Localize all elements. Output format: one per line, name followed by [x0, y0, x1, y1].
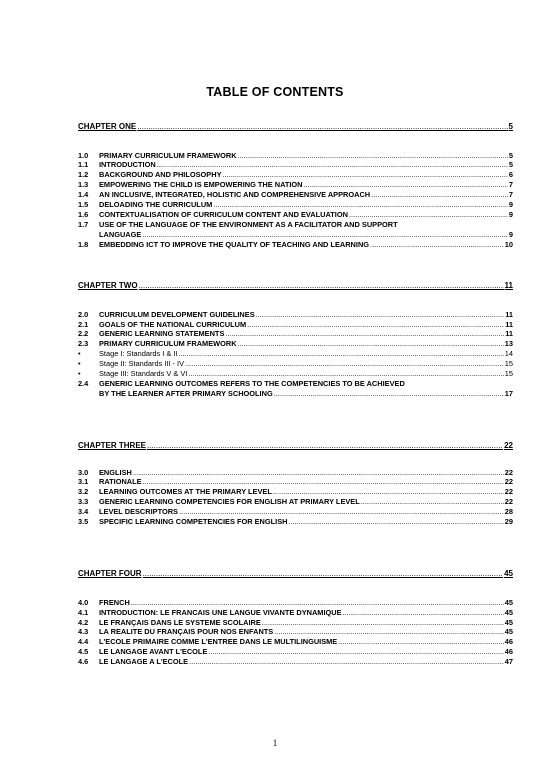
toc-entry-page: 13 [504, 339, 513, 348]
toc-entry-page: 9 [508, 200, 513, 209]
toc-entry-number: 3.3 [78, 497, 89, 506]
toc-entry-number: 1.1 [78, 160, 89, 169]
toc-entry-page: 45 [504, 618, 513, 627]
toc-entry [78, 320, 513, 329]
toc-dot-leader [143, 477, 504, 486]
toc-entry-title: BY THE LEARNER AFTER PRIMARY SCHOOLING [99, 389, 273, 398]
toc-entry-page: 11 [505, 329, 513, 338]
toc-entry-number: 3.5 [78, 517, 89, 526]
toc-dot-leader [131, 598, 504, 607]
toc-dot-leader [256, 310, 505, 319]
toc-entry-title: PRIMARY CURRICULUM FRAMEWORK [99, 151, 237, 160]
toc-entry [78, 230, 513, 239]
toc-dot-leader [137, 122, 507, 131]
toc-entry-number: 4.5 [78, 647, 89, 656]
toc-dot-leader [238, 151, 508, 160]
toc-entry-page: 22 [504, 487, 513, 496]
toc-entry-number: 3.4 [78, 507, 89, 516]
toc-dot-leader [225, 329, 504, 338]
toc-entry-page: 46 [504, 647, 513, 656]
toc-chapter-heading [78, 281, 513, 290]
page-number: 1 [272, 738, 278, 748]
toc-entry-title: LE LANGAGE AVANT L'ECOLE [99, 647, 208, 656]
toc-entry-title: GENERIC LEARNING OUTCOMES REFERS TO THE COMPETENCIES TO BE ACHIEVED [99, 379, 405, 388]
toc-entry-number: 1.0 [78, 151, 89, 160]
toc-entry [78, 637, 513, 646]
toc-entry-number: 4.2 [78, 618, 89, 627]
toc-entry-number: 2.0 [78, 310, 89, 319]
page-title: TABLE OF CONTENTS [206, 85, 344, 99]
toc-entry-page: 7 [508, 190, 513, 199]
toc-dot-leader [189, 657, 504, 666]
toc-entry-page: 22 [504, 468, 513, 477]
toc-entry-title: Stage II: Standards III - IV [99, 359, 185, 368]
toc-entry-title: DELOADING THE CURRICULUM [99, 200, 213, 209]
toc-entry-number: 4.4 [78, 637, 89, 646]
toc-entry [78, 369, 513, 378]
toc-entry [78, 608, 513, 617]
toc-entry-title: SPECIFIC LEARNING COMPETENCIES FOR ENGLISH [99, 517, 288, 526]
toc-entry-number: 1.7 [78, 220, 89, 229]
toc-entry [78, 339, 513, 348]
toc-entry-page: 11 [505, 310, 513, 319]
toc-entry-number: 3.1 [78, 477, 89, 486]
toc-entry [78, 647, 513, 656]
toc-entry-page: 6 [508, 170, 513, 179]
toc-entry-page: 15 [504, 359, 513, 368]
toc-entry [78, 359, 513, 368]
toc-entry-title: Stage I: Standards I & II [99, 349, 178, 358]
toc-entry-number: 1.3 [78, 180, 89, 189]
toc-entry-number: 1.4 [78, 190, 89, 199]
toc-entry [78, 151, 513, 160]
toc-dot-leader [370, 240, 504, 249]
toc-entry [78, 598, 513, 607]
toc-dot-leader [143, 569, 504, 578]
toc-entry [78, 497, 513, 506]
toc-dot-leader [188, 369, 503, 378]
toc-entry-number: 3.2 [78, 487, 89, 496]
toc-entry-number: 1.6 [78, 210, 89, 219]
toc-entry [78, 170, 513, 179]
toc-dot-leader [142, 230, 508, 239]
toc-entry-title: PRIMARY CURRICULUM FRAMEWORK [99, 339, 237, 348]
toc-entry [78, 487, 513, 496]
toc-entry-title: LE LANGAGE A L'ECOLE [99, 657, 189, 666]
toc-entry-title: USE OF THE LANGUAGE OF THE ENVIRONMENT AS A FACILITATOR AND SUPPORT [99, 220, 398, 229]
toc-entry-title: LANGUAGE [99, 230, 142, 239]
toc-entry-page: 5 [508, 151, 513, 160]
toc-entry-page: 45 [504, 608, 513, 617]
toc-entry-number: 2.3 [78, 339, 89, 348]
toc-entry [78, 240, 513, 249]
toc-entry [78, 389, 513, 398]
toc-entry-title: L'ECOLE PRIMAIRE COMME L'ENTREE DANS LE MULTILINGUISME [99, 637, 338, 646]
toc-entry-number: 3.0 [78, 468, 89, 477]
toc-entry-title: LE FRANÇAIS DANS LE SYSTEME SCOLAIRE [99, 618, 261, 627]
toc-entry [78, 310, 513, 319]
toc-entry-title: CHAPTER ONE [78, 122, 137, 131]
toc-dot-leader [304, 180, 508, 189]
toc-entry-title: EMPOWERING THE CHILD IS EMPOWERING THE NATION [99, 180, 303, 189]
toc-chapter-heading [78, 122, 513, 131]
toc-entry-title: LA REALITE DU FRANÇAIS POUR NOS ENFANTS [99, 627, 274, 636]
toc-dot-leader [139, 281, 504, 290]
toc-entry-page: 11 [505, 320, 513, 329]
toc-entry-title: BACKGROUND AND PHILOSOPHY [99, 170, 222, 179]
toc-entry-number: 4.0 [78, 598, 89, 607]
toc-dot-leader [185, 359, 504, 368]
toc-entry-page: 22 [504, 477, 513, 486]
toc-dot-leader [274, 389, 504, 398]
toc-entry-number: • [78, 359, 81, 368]
toc-entry-number: 1.2 [78, 170, 89, 179]
toc-dot-leader [238, 339, 504, 348]
toc-entry-page: 28 [504, 507, 513, 516]
toc-entry-page: 5 [508, 160, 513, 169]
toc-entry-number: 4.3 [78, 627, 89, 636]
toc-dot-leader [274, 627, 504, 636]
toc-entry-page: 5 [508, 122, 513, 131]
toc-entry-page: 10 [504, 240, 513, 249]
toc-dot-leader [349, 210, 508, 219]
toc-entry-title: LEVEL DESCRIPTORS [99, 507, 178, 516]
toc-entry-page: 9 [508, 230, 513, 239]
toc-entry-page: 7 [508, 180, 513, 189]
toc-chapter-heading [78, 569, 513, 578]
toc-entry [78, 517, 513, 526]
toc-dot-leader [178, 349, 503, 358]
toc-entry-title: LEARNING OUTCOMES AT THE PRIMARY LEVEL [99, 487, 272, 496]
toc-dot-leader [361, 497, 504, 506]
toc-entry-title: ENGLISH [99, 468, 132, 477]
toc-entry-title: CHAPTER THREE [78, 441, 147, 450]
toc-entry-number: 4.6 [78, 657, 89, 666]
toc-entry-page: 17 [504, 389, 513, 398]
toc-dot-leader [343, 608, 504, 617]
toc-entry [78, 379, 513, 388]
toc-entry-title: EMBEDDING ICT TO IMPROVE THE QUALITY OF TEACHING AND LEARNING [99, 240, 370, 249]
toc-chapter-heading [78, 441, 513, 450]
toc-entry-title: GENERIC LEARNING STATEMENTS [99, 329, 225, 338]
toc-entry-number: 1.8 [78, 240, 89, 249]
toc-entry-number: 2.1 [78, 320, 89, 329]
toc-entry [78, 468, 513, 477]
toc-entry-title: INTRODUCTION [99, 160, 156, 169]
toc-dot-leader [262, 618, 504, 627]
toc-entry [78, 180, 513, 189]
toc-entry-page: 22 [504, 497, 513, 506]
toc-entry [78, 210, 513, 219]
toc-dot-leader [247, 320, 504, 329]
toc-entry-title: CONTEXTUALISATION OF CURRICULUM CONTENT AND EVALUATION [99, 210, 348, 219]
toc-entry-title: GOALS OF THE NATIONAL CURRICULUM [99, 320, 247, 329]
toc-dot-leader [213, 200, 508, 209]
toc-entry-number: 1.5 [78, 200, 89, 209]
toc-entry-page: 22 [504, 441, 513, 450]
toc-dot-leader [179, 507, 504, 516]
toc-dot-leader [133, 468, 504, 477]
toc-entry [78, 477, 513, 486]
toc-entry-title: GENERIC LEARNING COMPETENCIES FOR ENGLISH AT PRIMARY LEVEL [99, 497, 360, 506]
toc-entry-title: INTRODUCTION: LE FRANCAIS UNE LANGUE VIVANTE DYNAMIQUE [99, 608, 342, 617]
toc-entry-page: 45 [504, 627, 513, 636]
toc-entry-page: 14 [504, 349, 513, 358]
toc-entry-title: CHAPTER TWO [78, 281, 138, 290]
toc-entry-page: 29 [504, 517, 513, 526]
toc-entry [78, 160, 513, 169]
toc-dot-leader [273, 487, 504, 496]
toc-entry [78, 618, 513, 627]
toc-entry-page: 11 [504, 281, 513, 290]
toc-entry-number: 2.2 [78, 329, 89, 338]
toc-entry [78, 627, 513, 636]
toc-entry-page: 45 [504, 569, 513, 578]
toc-entry-page: 9 [508, 210, 513, 219]
toc-entry [78, 220, 513, 229]
toc-dot-leader [147, 441, 503, 450]
toc-entry [78, 329, 513, 338]
toc-entry-title: CHAPTER FOUR [78, 569, 142, 578]
toc-entry-page: 15 [504, 369, 513, 378]
toc-entry-page: 47 [504, 657, 513, 666]
toc-dot-leader [288, 517, 503, 526]
toc-entry-number: • [78, 349, 81, 358]
toc-dot-leader [338, 637, 504, 646]
toc-entry-number: 2.4 [78, 379, 89, 388]
toc-entry-title: CURRICULUM DEVELOPMENT GUIDELINES [99, 310, 255, 319]
toc-dot-leader [157, 160, 508, 169]
toc-entry [78, 349, 513, 358]
toc-entry-number: • [78, 369, 81, 378]
toc-entry [78, 507, 513, 516]
toc-entry-page: 45 [504, 598, 513, 607]
toc-entry-page: 46 [504, 637, 513, 646]
toc-entry [78, 190, 513, 199]
toc-dot-leader [223, 170, 508, 179]
toc-entry [78, 657, 513, 666]
toc-dot-leader [371, 190, 508, 199]
toc-entry-number: 4.1 [78, 608, 89, 617]
toc-dot-leader [208, 647, 503, 656]
toc-entry-title: AN INCLUSIVE, INTEGRATED, HOLISTIC AND COMPREHENSIVE APPROACH [99, 190, 371, 199]
toc-entry [78, 200, 513, 209]
toc-entry-title: RATIONALE [99, 477, 142, 486]
toc-entry-title: FRENCH [99, 598, 130, 607]
toc-entry-title: Stage III: Standards V & VI [99, 369, 188, 378]
